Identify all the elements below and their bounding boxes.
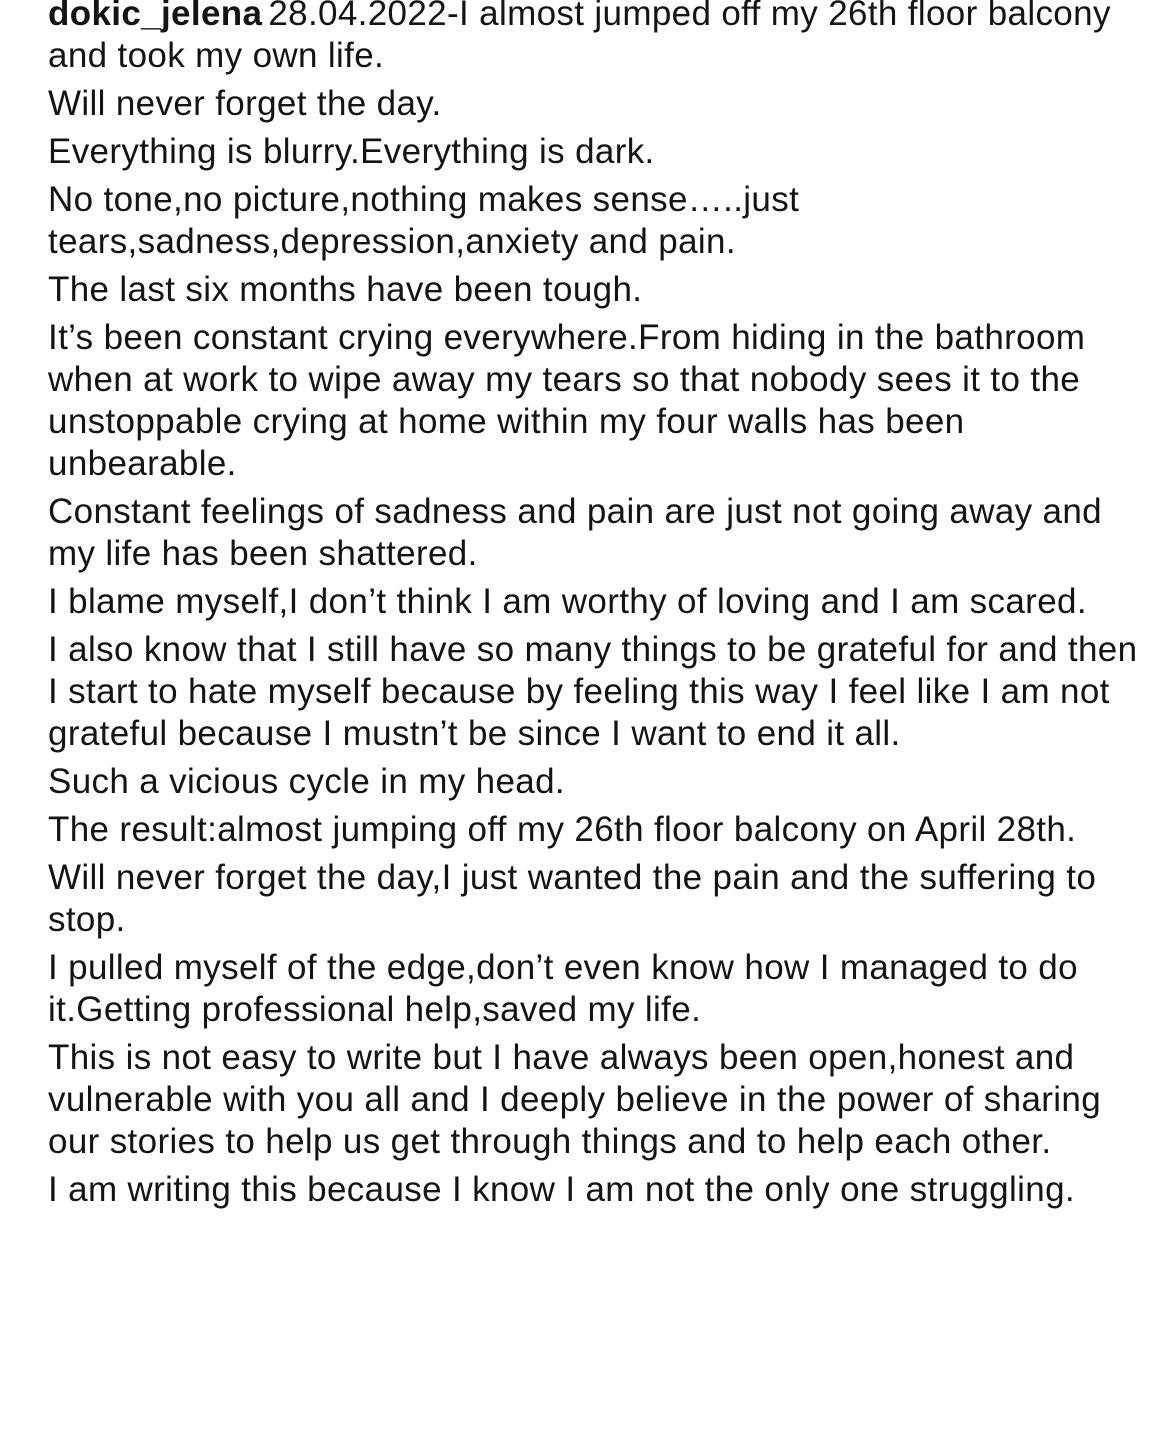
caption-paragraph: Will never forget the day. [48, 84, 442, 123]
caption-paragraph: It’s been constant crying everywhere.From hiding in the bathroom when at work to wipe away my tears so that nobody sees it to the unstoppable crying at home within my four walls has been unbearable. [48, 318, 1086, 483]
username-link[interactable]: dokic_jelena [48, 0, 263, 33]
caption-paragraph: Constant feelings of sadness and pain are just not going away and my life has been shattered. [48, 492, 1103, 573]
caption-paragraph: Will never forget the day,I just wanted the pain and the suffering to stop. [48, 858, 1097, 939]
caption-paragraph: This is not easy to write but I have always been open,honest and vulnerable with you all and I deeply believe in the power of sharing our stories to help us get through things and to help each other. [48, 1038, 1102, 1161]
caption-paragraph: I also know that I still have so many things to be grateful for and then I start to hate myself because by feeling this way I feel like I am not grateful because I mustn’t be since I want to end it all. [48, 630, 1138, 753]
caption-paragraph: Everything is blurry.Everything is dark. [48, 132, 655, 171]
caption-paragraph: Such a vicious cycle in my head. [48, 762, 565, 801]
caption-paragraph: I blame myself,I don’t think I am worthy of loving and I am scared. [48, 582, 1087, 621]
caption-first-line: 28.04.2022-I almost jumped off my 26th floor balcony and took my own life. [48, 0, 1111, 75]
caption-paragraph: No tone,no picture,nothing makes sense…..just tears,sadness,depression,anxiety and pain. [48, 180, 800, 261]
caption-paragraph: I am writing this because I know I am not the only one struggling. [48, 1170, 1075, 1209]
caption-paragraph: The result:almost jumping off my 26th floor balcony on April 28th. [48, 810, 1077, 849]
post-caption [48, 0, 1148, 1217]
caption-paragraph: The last six months have been tough. [48, 270, 643, 309]
caption-paragraph: I pulled myself of the edge,don’t even know how I managed to do it.Getting professional help,saved my life. [48, 948, 1078, 1029]
caption-first-paragraph [48, 0, 1148, 77]
